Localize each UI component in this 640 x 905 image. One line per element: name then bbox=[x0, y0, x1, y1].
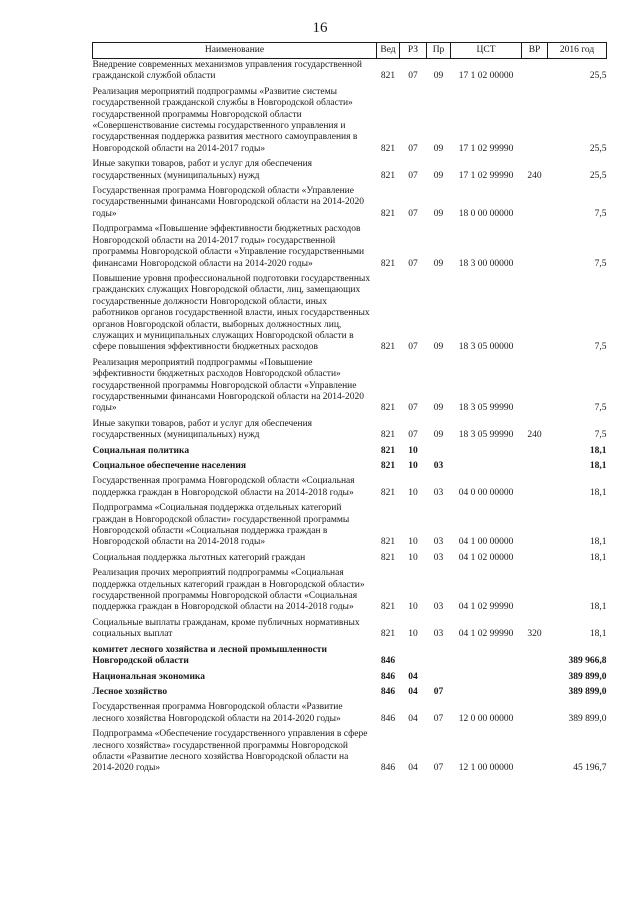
row-pr: 03 bbox=[433, 537, 444, 548]
row-pr: 09 bbox=[433, 258, 444, 269]
row-pr: 09 bbox=[433, 342, 444, 353]
row-amount: 18,1 bbox=[589, 445, 607, 456]
row-vr bbox=[522, 185, 548, 223]
row-cst: 18 3 05 00000 bbox=[458, 342, 514, 353]
row-vr bbox=[522, 357, 548, 418]
table-row bbox=[93, 460, 607, 475]
row-cst: 04 1 02 00000 bbox=[458, 552, 514, 563]
row-cst: 18 3 00 00000 bbox=[458, 258, 514, 269]
header-pr: Пр bbox=[427, 43, 451, 59]
row-vr bbox=[522, 671, 548, 686]
row-name: Лесное хозяйство bbox=[92, 686, 168, 697]
row-rz: 10 bbox=[408, 629, 418, 640]
header-cst: ЦСТ bbox=[451, 43, 522, 59]
row-pr bbox=[427, 644, 451, 671]
header-ved: Вед bbox=[377, 43, 400, 59]
table-row bbox=[93, 418, 607, 445]
row-vr bbox=[522, 475, 548, 502]
row-vr bbox=[522, 701, 548, 728]
table-row bbox=[93, 728, 607, 778]
row-ved: 821 bbox=[380, 487, 396, 498]
row-amount: 25,5 bbox=[589, 71, 607, 82]
row-ved: 821 bbox=[380, 445, 396, 456]
row-name: Государственная программа Новгородской области «Развитие лесного хозяйства Новгородской области на 2014-2020 годы» bbox=[92, 702, 343, 724]
table-row bbox=[93, 475, 607, 502]
row-cst: 04 0 00 00000 bbox=[458, 487, 514, 498]
row-name: комитет лесного хозяйства и лесной промышленности Новгородской области bbox=[92, 644, 327, 667]
row-amount: 25,5 bbox=[589, 170, 607, 181]
row-rz: 10 bbox=[408, 487, 418, 498]
row-amount: 389 899,0 bbox=[568, 713, 607, 724]
row-cst bbox=[451, 644, 522, 671]
row-ved: 821 bbox=[380, 342, 396, 353]
row-vr bbox=[522, 460, 548, 475]
row-name: Социальное обеспечение населения bbox=[92, 461, 246, 471]
budget-table bbox=[92, 42, 607, 778]
table-row bbox=[93, 686, 607, 701]
row-rz: 04 bbox=[408, 671, 418, 682]
row-rz: 07 bbox=[408, 430, 418, 441]
table-row bbox=[93, 273, 607, 357]
row-name: Подпрограмма «Обеспечение государственного управления в сфере лесного хозяйства» государственной программы Новгородской области «Развитие лесного хозяйства Новгородской области на 2014-2020 годы» bbox=[92, 729, 368, 774]
table-header-row bbox=[93, 43, 607, 59]
row-ved: 846 bbox=[380, 713, 396, 724]
row-rz: 10 bbox=[408, 445, 418, 456]
row-name: Государственная программа Новгородской области «Социальная поддержка граждан в Новгородской области на 2014-2018 годы» bbox=[92, 476, 355, 498]
row-cst: 17 1 02 99990 bbox=[458, 143, 514, 154]
row-ved: 821 bbox=[380, 552, 396, 563]
row-name: Подпрограмма «Повышение эффективности бюджетных расходов Новгородской области на 2014-2017 годы» государственной программы Новгородской области «Управление государственными финансами Новгородской области на 2014-2020 годы» bbox=[92, 224, 365, 269]
page-number: 16 bbox=[312, 20, 328, 36]
row-vr bbox=[522, 552, 548, 567]
row-ved: 821 bbox=[380, 461, 396, 471]
row-pr: 09 bbox=[433, 143, 444, 154]
table-row bbox=[93, 617, 607, 644]
row-rz: 07 bbox=[408, 342, 418, 353]
row-ved: 846 bbox=[380, 763, 396, 774]
row-amount: 18,1 bbox=[589, 629, 607, 640]
row-vr bbox=[522, 502, 548, 552]
row-cst bbox=[451, 671, 522, 686]
table-row bbox=[93, 357, 607, 418]
row-amount: 7,5 bbox=[594, 403, 607, 414]
row-rz: 10 bbox=[408, 461, 418, 471]
row-name: Реализация мероприятий подпрограммы «Развитие системы государственной гражданской службы в Новгородской области» государственной программы Новгородской области «Совершенствование системы государственного управления и государственная поддержка развития местного самоуправления в Новгородской области на 2014-2017 годы» bbox=[92, 86, 358, 154]
row-name: Реализация мероприятий подпрограммы «Повышение эффективности бюджетных расходов Новгородской области» государственной программы Новгородской области «Управление государственными финансами Новгородской области на 2014-2020 годы» bbox=[92, 357, 364, 414]
row-pr: 07 bbox=[433, 763, 444, 774]
row-name: Внедрение современных механизмов управления государственной гражданской службой области bbox=[92, 60, 362, 82]
row-cst: 04 1 02 99990 bbox=[458, 602, 514, 613]
row-cst bbox=[451, 686, 522, 701]
row-name: Государственная программа Новгородской области «Управление государственными финансами Новгородской области на 2014-2020 годы» bbox=[92, 186, 364, 219]
row-amount: 18,1 bbox=[589, 461, 607, 471]
row-name: Иные закупки товаров, работ и услуг для обеспечения государственных (муниципальных) нужд bbox=[92, 418, 313, 441]
row-pr: 03 bbox=[433, 461, 444, 471]
table-row bbox=[93, 445, 607, 460]
header-rz: РЗ bbox=[400, 43, 427, 59]
row-vr bbox=[522, 273, 548, 357]
row-cst bbox=[451, 460, 522, 475]
row-amount: 389 966,8 bbox=[568, 656, 607, 667]
row-pr bbox=[427, 445, 451, 460]
row-rz: 07 bbox=[408, 143, 418, 154]
row-rz: 04 bbox=[408, 686, 418, 697]
row-vr: 240 bbox=[527, 430, 542, 441]
row-pr: 09 bbox=[433, 403, 444, 414]
row-amount: 25,5 bbox=[589, 143, 607, 154]
row-amount: 7,5 bbox=[594, 208, 607, 219]
row-amount: 45 196,7 bbox=[573, 763, 607, 774]
row-name: Подпрограмма «Социальная поддержка отдельных категорий граждан в Новгородской области» государственной программы Новгородской области «Социальная поддержка граждан в Новгородской области на 2014-2018 годы» bbox=[92, 503, 350, 548]
table-row bbox=[93, 701, 607, 728]
table-row bbox=[93, 158, 607, 185]
table-row bbox=[93, 502, 607, 552]
row-amount: 7,5 bbox=[594, 430, 607, 441]
row-name: Повышение уровня профессиональной подготовки государственных гражданских служащих Новгородской области, лиц, замещающих государственные должности Новгородской области, иных работников органов государственной власти, иных государственных органов Новгородской области, выборных должностных лиц, служащих и муниципальных служащих Новгородской области в сфере повышения эффективности бюджетных расходов bbox=[92, 273, 371, 353]
row-amount: 18,1 bbox=[589, 537, 607, 548]
row-cst: 18 3 05 99990 bbox=[458, 403, 514, 414]
row-rz: 10 bbox=[408, 602, 418, 613]
row-amount: 18,1 bbox=[589, 552, 607, 563]
row-amount: 7,5 bbox=[594, 342, 607, 353]
header-name: Наименование bbox=[93, 43, 377, 59]
row-rz: 07 bbox=[408, 170, 418, 181]
header-year: 2016 год bbox=[548, 43, 607, 59]
row-amount: 389 899,0 bbox=[568, 671, 607, 682]
table-row bbox=[93, 185, 607, 223]
row-rz: 07 bbox=[408, 71, 418, 82]
row-name: Социальная политика bbox=[92, 445, 190, 456]
row-cst: 17 1 02 00000 bbox=[458, 71, 514, 82]
row-pr: 03 bbox=[433, 602, 444, 613]
table-body bbox=[93, 59, 607, 778]
row-pr bbox=[427, 671, 451, 686]
row-pr: 03 bbox=[433, 629, 444, 640]
row-rz: 04 bbox=[408, 763, 418, 774]
row-pr: 09 bbox=[433, 430, 444, 441]
row-cst: 12 0 00 00000 bbox=[458, 713, 514, 724]
row-vr: 240 bbox=[527, 170, 542, 181]
row-name: Социальные выплаты гражданам, кроме публичных нормативных социальных выплат bbox=[92, 617, 360, 640]
row-ved: 821 bbox=[380, 71, 396, 82]
row-pr: 07 bbox=[433, 713, 444, 724]
row-pr: 09 bbox=[433, 208, 444, 219]
row-cst: 17 1 02 99990 bbox=[458, 170, 514, 181]
table-row bbox=[93, 223, 607, 273]
row-pr: 09 bbox=[433, 71, 444, 82]
row-pr: 03 bbox=[433, 552, 444, 563]
row-amount: 18,1 bbox=[589, 487, 607, 498]
row-cst: 04 1 02 99990 bbox=[458, 629, 514, 640]
row-ved: 821 bbox=[380, 403, 396, 414]
row-ved: 821 bbox=[380, 602, 396, 613]
table-row bbox=[93, 671, 607, 686]
row-vr bbox=[522, 223, 548, 273]
row-cst: 12 1 00 00000 bbox=[458, 763, 514, 774]
row-vr bbox=[522, 445, 548, 460]
row-name: Социальная поддержка льготных категорий граждан bbox=[92, 552, 306, 563]
row-amount: 18,1 bbox=[589, 602, 607, 613]
row-vr bbox=[522, 567, 548, 617]
row-pr: 09 bbox=[433, 170, 444, 181]
row-vr: 320 bbox=[527, 629, 542, 640]
row-cst: 18 3 05 99990 bbox=[458, 430, 514, 441]
row-cst: 04 1 00 00000 bbox=[458, 537, 514, 548]
row-rz: 10 bbox=[408, 552, 418, 563]
row-rz: 04 bbox=[408, 713, 418, 724]
row-pr: 03 bbox=[433, 487, 444, 498]
row-pr: 07 bbox=[433, 686, 444, 697]
row-ved: 821 bbox=[380, 537, 396, 548]
row-ved: 821 bbox=[380, 143, 396, 154]
row-ved: 846 bbox=[380, 686, 396, 697]
row-ved: 821 bbox=[380, 208, 396, 219]
row-vr bbox=[522, 644, 548, 671]
row-vr bbox=[522, 686, 548, 701]
row-ved: 846 bbox=[380, 671, 396, 682]
row-rz: 07 bbox=[408, 403, 418, 414]
table-row bbox=[93, 86, 607, 158]
row-vr bbox=[522, 728, 548, 778]
row-rz: 10 bbox=[408, 537, 418, 548]
row-name: Национальная экономика bbox=[92, 671, 206, 682]
row-ved: 821 bbox=[380, 430, 396, 441]
row-rz bbox=[400, 644, 427, 671]
table-row bbox=[93, 552, 607, 567]
table-row bbox=[93, 567, 607, 617]
row-cst: 18 0 00 00000 bbox=[458, 208, 514, 219]
table-row bbox=[93, 644, 607, 671]
row-amount: 7,5 bbox=[594, 258, 607, 269]
row-cst bbox=[451, 445, 522, 460]
row-vr bbox=[522, 86, 548, 158]
table-row bbox=[93, 59, 607, 86]
row-name: Иные закупки товаров, работ и услуг для обеспечения государственных (муниципальных) нужд bbox=[92, 159, 313, 181]
row-ved: 821 bbox=[380, 170, 396, 181]
row-ved: 846 bbox=[380, 656, 396, 667]
row-ved: 821 bbox=[380, 629, 396, 640]
row-rz: 07 bbox=[408, 208, 418, 219]
row-name: Реализация прочих мероприятий подпрограммы «Социальная поддержка отдельных категорий граждан в Новгородской области» государственной программы Новгородской области «Социальная поддержка граждан в Новгородской области на 2014-2018 годы» bbox=[92, 568, 365, 613]
row-rz: 07 bbox=[408, 258, 418, 269]
row-amount: 389 899,0 bbox=[568, 686, 607, 697]
row-ved: 821 bbox=[380, 258, 396, 269]
row-vr bbox=[522, 59, 548, 86]
header-vr: ВР bbox=[522, 43, 548, 59]
